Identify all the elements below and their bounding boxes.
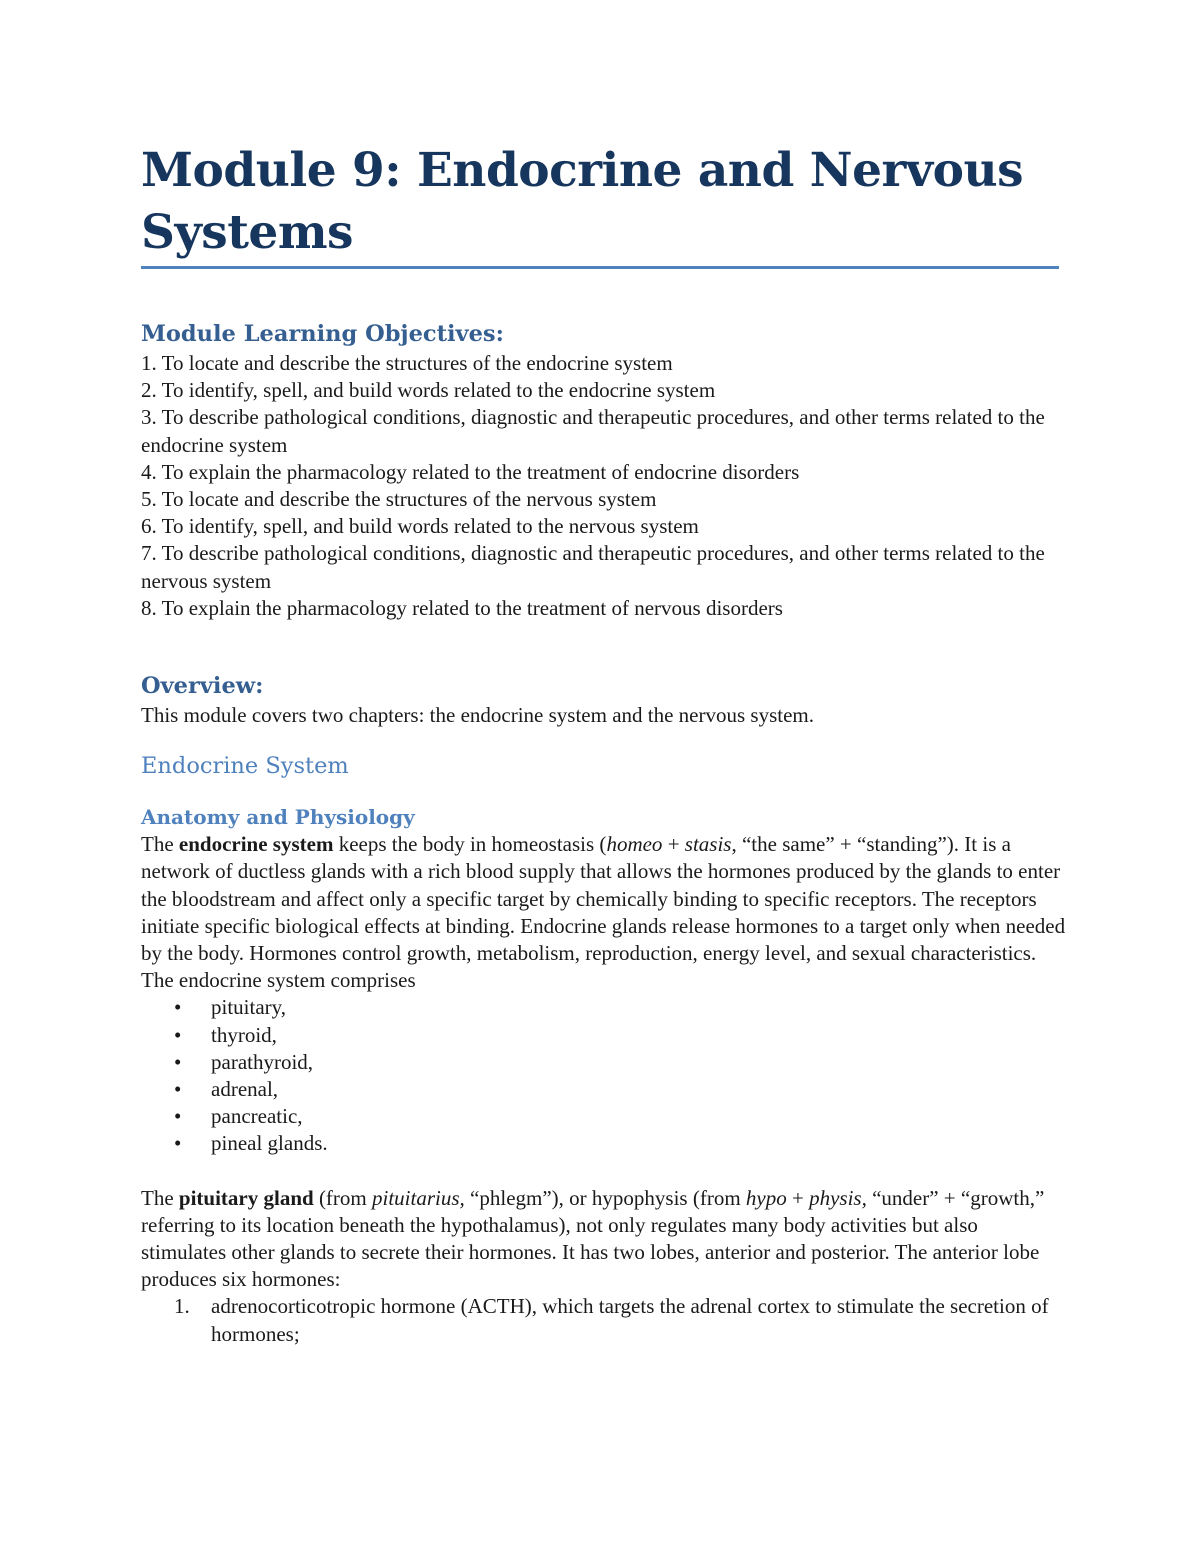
objective-item: 2. To identify, spell, and build words related to the endocrine system	[141, 378, 716, 403]
objective-item: 1. To locate and describe the structures of the endocrine system	[141, 351, 673, 375]
pituitary-paragraph: The pituitary gland (from pituitarius, “phlegm”), or hypophysis (from hypo + physis, “under” + “growth,” referring to its location beneath the hypothalamus), not only regulates many body activities but also stimulates other glands to secrete their hormones. It has two lobes, anterior and posterior. The anterior lobe produces six hormones:	[141, 1185, 1045, 1292]
document-body	[141, 318, 1066, 1348]
list-number: 1.	[174, 1294, 190, 1319]
endocrine-paragraph: The endocrine system keeps the body in homeostasis (homeo + stasis, “the same” + “standing”). It is a network of ductless glands with a rich blood supply that allows the hormones produced by the glands to enter the bloodstream and affect only a specific target by chemically binding to specific receptors. The receptors initiate specific biological effects at binding. Endocrine glands release hormones to a target only when needed by the body. Hormones control growth, metabolism, reproduction, energy level, and sexual characteristics. The endocrine system comprises	[141, 832, 1066, 993]
hormone-list	[141, 1293, 1066, 1347]
objective-item: 3. To describe pathological conditions, diagnostic and therapeutic procedures, and other terms related to the endocrine system	[141, 405, 1045, 457]
overview-text: This module covers two chapters: the endocrine system and the nervous system.	[141, 703, 815, 728]
list-item: • pineal glands.	[141, 1130, 1066, 1157]
anatomy-physiology-heading: Anatomy and Physiology	[141, 805, 415, 830]
list-item: • parathyroid,	[141, 1049, 1066, 1076]
term-pituitary-gland: pituitary gland	[178, 1185, 314, 1210]
list-item: • adrenal,	[141, 1076, 1066, 1103]
list-item	[141, 1293, 1066, 1347]
list-item: • thyroid,	[141, 1022, 1066, 1049]
endocrine-system-heading: Endocrine System	[141, 753, 349, 780]
objectives-heading: Module Learning Objectives:	[141, 321, 504, 347]
overview-heading: Overview:	[141, 673, 264, 700]
page-title: Module 9: Endocrine and Nervous Systems	[141, 143, 1024, 260]
objectives-list	[141, 350, 1066, 622]
objective-item: 5. To locate and describe the structures of the nervous system	[141, 487, 657, 512]
objective-item: 7. To describe pathological conditions, diagnostic and therapeutic procedures, and other terms related to the nervous system	[141, 541, 1045, 593]
term-endocrine-system: endocrine system	[178, 832, 334, 857]
list-item: • pituitary,	[141, 994, 1066, 1021]
list-item-text: adrenocorticotropic hormone (ACTH), which targets the adrenal cortex to stimulate the secretion of hormones;	[211, 1294, 1049, 1346]
gland-list	[141, 994, 1066, 1157]
objective-item: 6. To identify, spell, and build words related to the nervous system	[141, 514, 699, 539]
list-item: • pancreatic,	[141, 1103, 1066, 1130]
objective-item: 4. To explain the pharmacology related to the treatment of endocrine disorders	[141, 459, 800, 484]
objective-item: 8. To explain the pharmacology related to the treatment of nervous disorders	[141, 595, 783, 620]
title-underline	[141, 266, 1059, 269]
